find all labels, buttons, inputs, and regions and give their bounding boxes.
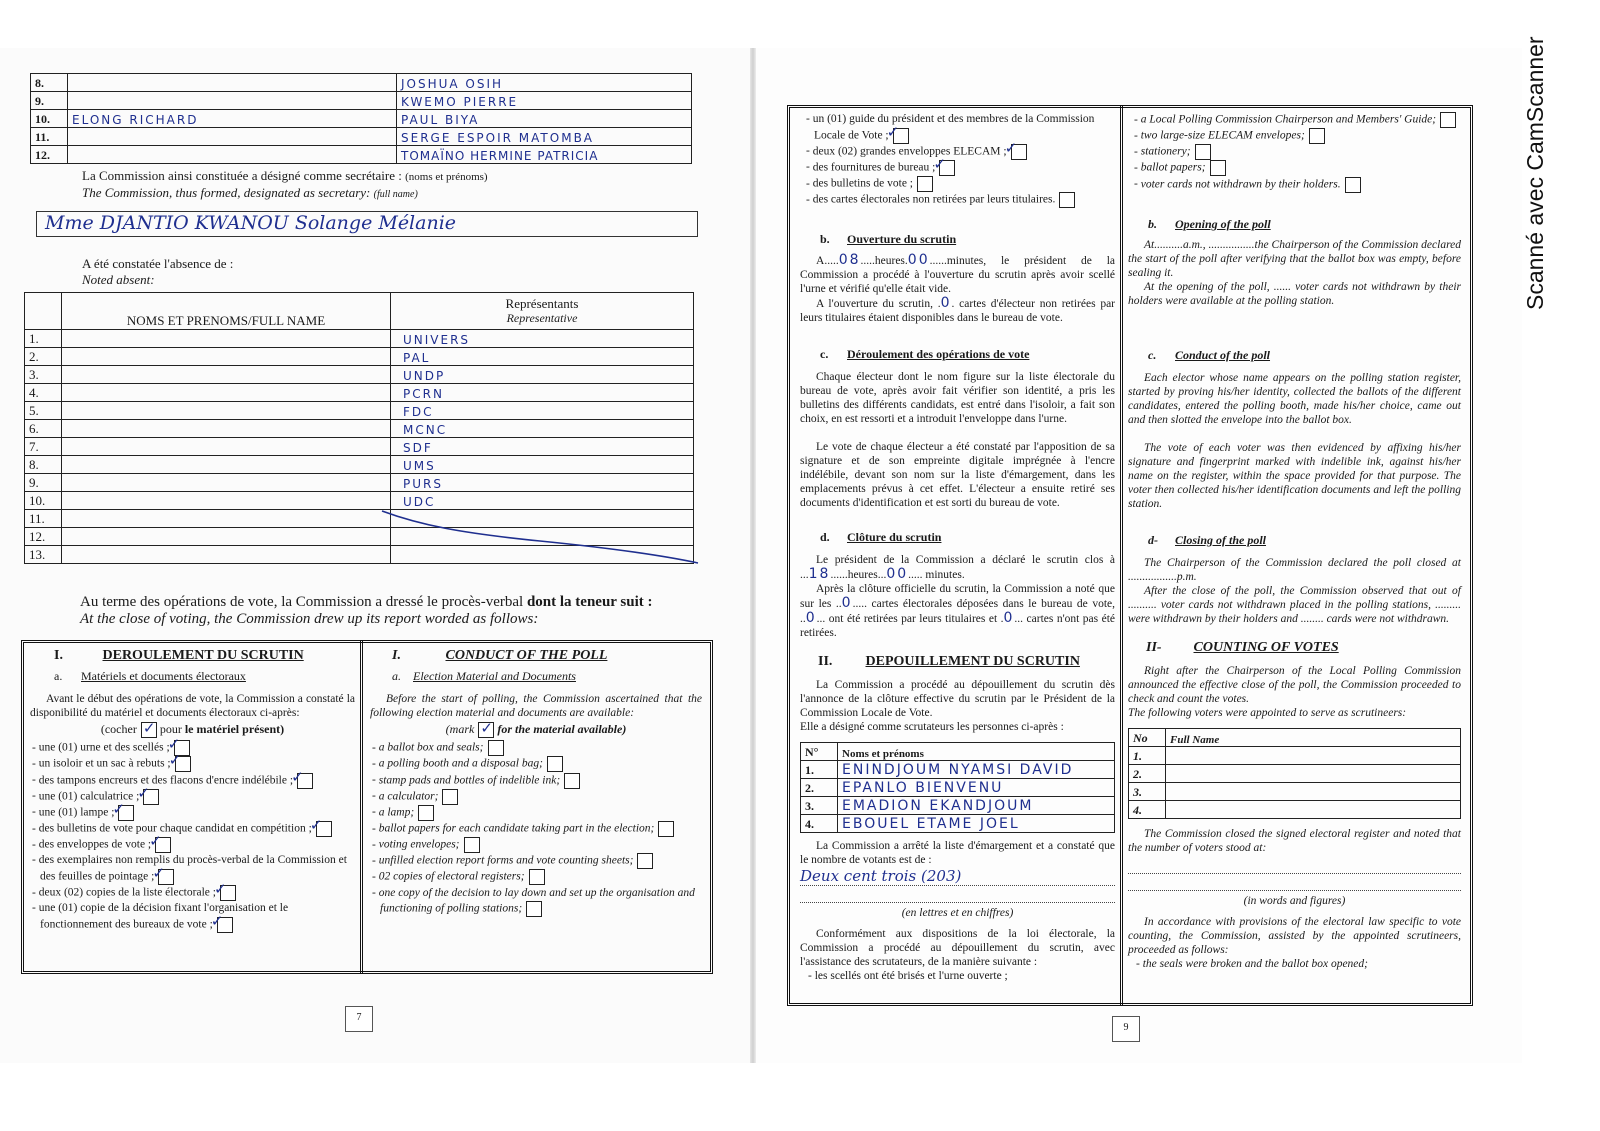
table-row: 8. JOSHUA OSIH [31, 74, 692, 92]
absent-name-cell[interactable] [62, 402, 391, 420]
check-instruction: (mark ✓ for the material available) [370, 722, 702, 738]
closing-hours[interactable]: 18 [808, 566, 831, 583]
table-row: 9. KWEMO PIERRE [31, 92, 692, 110]
material-item: - two large-size ELECAM envelopes; [1132, 128, 1461, 144]
fr-opening-section: b. Ouverture du scrutin A.....08.....heures.00......minutes, le président de la Commission a procédé à l'ouverture du scrutin après avoir scellé l'urne et vérifié qu'elle était vide. A l'ouverture du scrutin, .0. cartes d'électeur non retirées par leurs titulaires étaient disponibles dans le bureau de vote. [800, 232, 1116, 325]
absent-name-cell[interactable] [62, 456, 391, 474]
check-instruction: (cocher ✓ pour le matériel présent) [30, 722, 355, 738]
absent-label-fr: A été constatée l'absence de : [82, 256, 234, 271]
section-title: CONDUCT OF THE POLL [445, 648, 608, 663]
material-item: - deux (02) grandes enveloppes ELECAM ;✓ [804, 144, 1115, 160]
scrutineer-name-cell[interactable] [1166, 782, 1461, 800]
header-representative: Représentants Representative [391, 293, 694, 330]
table-row: 12. TOMAÏNO HERMINE PATRICIA [31, 146, 692, 164]
absent-representative-cell[interactable]: UDC [391, 492, 694, 510]
cards-deposited[interactable]: 0 [841, 595, 853, 612]
table-row: 2. EPANLO BIENVENU [801, 779, 1115, 797]
commission-members-table [30, 73, 692, 164]
checkbox-example [478, 722, 494, 738]
fr-scrutineers-table: N° Noms et prénoms 1. ENINDJOUM NYAMSI DAVID 2. EPANLO BIENVENU 3. EMADION EKANDJOUM 4. EBOUEL ETAME JOEL [800, 742, 1115, 833]
material-checkbox[interactable] [658, 821, 674, 837]
table-row: 4. [1129, 800, 1461, 818]
table-row: 1. UNIVERS [25, 330, 694, 348]
material-item: - a Local Polling Commission Chairperson and Members' Guide; [1132, 112, 1461, 128]
scrutineer-name-cell[interactable]: EMADION EKANDJOUM [838, 797, 1115, 815]
cancellation-stroke [380, 505, 700, 565]
absent-name-cell[interactable] [62, 492, 391, 510]
material-item: - ballot papers for each candidate taking part in the election; [370, 821, 702, 837]
material-item: - des enveloppes de vote ;✓ [30, 837, 355, 853]
absent-representative-cell[interactable]: UNDP [391, 366, 694, 384]
material-item: - stamp pads and bottles of indelible ink; [370, 773, 702, 789]
absent-representative-cell[interactable]: UMS [391, 456, 694, 474]
closing-minutes[interactable]: 00 [886, 566, 909, 583]
header-full-name: NOMS ET PRENOMS/FULL NAME [62, 293, 391, 330]
absent-name-cell[interactable] [62, 438, 391, 456]
secretary-label-en: The Commission, thus formed, designated as secretary: (full name) [82, 185, 418, 200]
absent-representative-cell[interactable]: FDC [391, 402, 694, 420]
table-row: 7. SDF [25, 438, 694, 456]
absent-representative-cell[interactable]: MCNC [391, 420, 694, 438]
opening-minutes[interactable]: 00 [907, 252, 930, 269]
material-checkbox[interactable] [158, 869, 174, 885]
material-checkbox[interactable] [1345, 177, 1361, 193]
material-item: - des fournitures de bureau ;✓ [804, 160, 1115, 176]
table-row: 5. FDC [25, 402, 694, 420]
scrutineer-name-cell[interactable] [1166, 800, 1461, 818]
material-checkbox[interactable] [418, 805, 434, 821]
table-row: 1. [1129, 746, 1461, 764]
material-item: - a polling booth and a disposal bag; [370, 756, 702, 772]
material-checkbox[interactable] [917, 176, 933, 192]
en-column [1128, 112, 1461, 972]
material-checkbox[interactable] [547, 756, 563, 772]
table-row: 13. [25, 546, 694, 564]
table-row: 4. PCRN [25, 384, 694, 402]
table-row: 12. [25, 528, 694, 546]
fr-conduct-section: c. Déroulement des opérations de vote Chaque électeur dont le nom figure sur la liste électorale du bureau de vote, après avoir fait vérifier son identité, a pris les bulletins des différents candidats, est entré dans l'isoloir, a fait son choix, en est ressorti et a introduit l'enveloppe dans l'urne. Le vote de chaque électeur a été constaté par l'apposition de sa signature et de son empreinte digitale imprégnée à l'encre indélébile, devant son nom sur la liste d'émargement, dans les emplacements prévus à cet effet. L'électeur a ensuite retiré ses documents d'identification et est sorti du bureau de vote. [800, 347, 1115, 510]
en-material-list-continued [1132, 112, 1461, 193]
material-item: - des exemplaires non remplis du procès-verbal de la Commission et des feuilles de pointage ;✓ [30, 853, 355, 885]
voters-count-field-en[interactable] [1128, 859, 1461, 874]
list-item: - les scellés ont été brisés et l'urne ouverte ; [806, 969, 1115, 985]
material-item: - des bulletins de vote pour chaque candidat en compétition ;✓ [30, 821, 355, 837]
table-row: 10. UDC [25, 492, 694, 510]
fr-column [800, 112, 1115, 985]
material-checkbox[interactable] [939, 160, 955, 176]
material-item: - deux (02) copies de la liste électorale ;✓ [30, 885, 355, 901]
scrutineer-name-cell[interactable] [1166, 764, 1461, 782]
camscanner-watermark: Scanné avec CamScanner [1522, 36, 1548, 310]
table-row: 6. MCNC [25, 420, 694, 438]
absent-representative-cell[interactable]: SDF [391, 438, 694, 456]
material-checkbox[interactable] [118, 805, 134, 821]
material-item: - des cartes électorales non retirées par leurs titulaires. [804, 192, 1115, 208]
checkbox-example [141, 722, 157, 738]
absent-name-cell[interactable] [62, 384, 391, 402]
page-number-left: 7 [345, 1006, 373, 1032]
cards-not-withdrawn[interactable]: 0 [1003, 610, 1015, 627]
material-item: - 02 copies of electoral registers; [370, 869, 702, 885]
en-section-conduct: I. CONDUCT OF THE POLL a. Election Material and Documents Before the start of polling, the Commission ascertained that the following election material and documents are available: (mark ✓ for the material available) - a ballot box and seals; - a polling booth and a disposal bag; - stamp pads and bottles of indelible ink; - a calculator; - a lamp; - ballot papers for each candidate taking part in the election; - voting envelopes; - unfilled election report forms and vote counting sheets; - 02 copies of electoral registers; - one copy of the decision to lay down and set up the organisation and functioning of polling stations; [370, 648, 702, 917]
report-intro-fr: Au terme des opérations de vote, la Commission a dressé le procès-verbal dont la teneur suit : [80, 594, 653, 610]
en-closing-section: d- Closing of the poll The Chairperson of the Commission declared the poll closed at .................p.m. After the close of the poll, the Commission observed that out of .......... voter cards not withdrawn placed in the polling stations, ......... were withdrawn by their holders and ........ cards were not withdrawn. [1128, 532, 1461, 625]
table-row: 2. [1129, 764, 1461, 782]
scrutineer-name-cell[interactable] [1166, 746, 1461, 764]
table-row: 3. UNDP [25, 366, 694, 384]
cards-withdrawn[interactable]: 0 [805, 610, 817, 627]
material-checkbox[interactable] [1309, 128, 1325, 144]
table-row: 9. PURS [25, 474, 694, 492]
material-checkbox[interactable] [529, 869, 545, 885]
material-item: - un (01) guide du président et des membres de la Commission Locale de Vote ;✓ [804, 112, 1115, 144]
list-item: - the seals were broken and the ballot box opened; [1134, 957, 1461, 973]
material-item: - une (01) urne et des scellés ;✓ [30, 740, 355, 756]
material-checkbox[interactable] [1195, 144, 1211, 160]
en-scrutineers-table: No Full Name 1. 2. 3. 4. [1128, 728, 1461, 819]
absent-name-cell[interactable] [62, 510, 391, 528]
table-row: 8. UMS [25, 456, 694, 474]
fr-material-list-continued [804, 112, 1115, 208]
report-intro-en: At the close of voting, the Commission drew up its report worded as follows: [80, 611, 539, 627]
material-checkbox[interactable] [1210, 160, 1226, 176]
material-checkbox[interactable] [1011, 144, 1027, 160]
material-item: - une (01) copie de la décision fixant l'organisation et le fonctionnement des bureaux de vote ;✓ [30, 901, 355, 933]
material-checkbox[interactable] [893, 128, 909, 144]
secretary-name-field[interactable]: Mme DJANTIO KWANOU Solange Mélanie [36, 211, 698, 237]
table-row: 1. ENINDJOUM NYAMSI DAVID [801, 761, 1115, 779]
material-item: - des bulletins de vote ; [804, 176, 1115, 192]
material-item: - stationery; [1132, 144, 1461, 160]
absent-representative-cell[interactable]: PAL [391, 348, 694, 366]
material-checkbox[interactable] [526, 901, 542, 917]
material-item: - unfilled election report forms and vote counting sheets; [370, 853, 702, 869]
table-row: 3. [1129, 782, 1461, 800]
secretary-label-fr: La Commission ainsi constituée a désigné comme secrétaire : (noms et prénoms) [82, 168, 488, 183]
opening-hours[interactable]: 08 [838, 252, 861, 269]
absent-name-cell[interactable] [62, 420, 391, 438]
absent-representative-cell[interactable]: PURS [391, 474, 694, 492]
material-checkbox[interactable] [175, 756, 191, 772]
absent-name-cell[interactable] [62, 348, 391, 366]
material-item: - une (01) lampe ;✓ [30, 805, 355, 821]
material-item: - ballot papers; [1132, 160, 1461, 176]
material-checkbox[interactable] [442, 789, 458, 805]
material-item: - a lamp; [370, 805, 702, 821]
table-row: 11. [25, 510, 694, 528]
material-checkbox[interactable] [1440, 112, 1456, 128]
material-checkbox[interactable] [297, 773, 313, 789]
material-item: - a ballot box and seals; [370, 740, 702, 756]
en-material-list [370, 740, 702, 917]
material-checkbox[interactable] [143, 789, 159, 805]
material-item: - une (01) calculatrice ;✓ [30, 789, 355, 805]
table-row: 4. EBOUEL ETAME JOEL [801, 815, 1115, 833]
absent-representative-cell[interactable]: PCRN [391, 384, 694, 402]
voters-count-field[interactable]: Deux cent trois (203) [800, 867, 1115, 886]
fr-material-list [30, 740, 355, 932]
fr-counting-section: II. DEPOUILLEMENT DU SCRUTIN La Commission a procédé au dépouillement du scrutin dès l'annonce de la clôture effective du scrutin par le Président de la Commission Locale de Vote. Elle a désigné comme scrutateurs les personnes ci-après : N° Noms et prénoms 1. ENINDJOUM NYAMSI DAVID 2. EPANLO BIENVENU 3. EMADION EKANDJOUM 4. EBOUEL ETAME JOEL La Commission a arrêté la liste d'émargement et a constaté que le nombre de votants est de : Deux cent trois (203) (en lettres et en chiffres) Conformément aux dispositions de la loi électorale, la Commission a procédé au dépouillement du scrutin, avec l'assistance des scrutateurs, de la manière suivante : - les scellés ont été brisés et l'urne ouverte ; [800, 654, 1115, 985]
material-checkbox[interactable] [637, 853, 653, 869]
material-checkbox[interactable] [316, 821, 332, 837]
opening-cards-count[interactable]: 0 [940, 295, 952, 312]
material-item: - voting envelopes; [370, 837, 702, 853]
absent-name-cell[interactable] [62, 546, 391, 564]
material-checkbox[interactable] [564, 773, 580, 789]
absent-name-cell[interactable] [62, 366, 391, 384]
scrutineer-name-cell[interactable]: EPANLO BIENVENU [838, 779, 1115, 797]
material-checkbox[interactable] [217, 917, 233, 933]
scrutineer-name-cell[interactable]: ENINDJOUM NYAMSI DAVID [838, 761, 1115, 779]
en-counting-section: II- COUNTING OF VOTES Right after the Chairperson of the Local Polling Commission announced the effective close of the poll, the Commission proceeded to check and count the votes. The following voters were appointed to serve as scrutineers: No Full Name 1. 2. 3. 4. The Commission closed the signed electoral register and noted that the number of voters stood at: (in words and figures) In accordance with provisions of the electoral law specific to vote counting, the Commission, assisted by the appointed scrutineers, proceeded as follows: - the seals were broken and the ballot box opened; [1128, 640, 1461, 973]
table-row: 11. SERGE ESPOIR MATOMBA [31, 128, 692, 146]
section-title: DEROULEMENT DU SCRUTIN [102, 648, 304, 663]
en-conduct-section: c. Conduct of the poll Each elector whose name appears on the polling station register, started by proving his/her identity, collected the ballots of the different candidates, entered the polling booth, made his/her choice, came out and then slotted the envelope into the ballot box. The vote of each voter was then evidenced by affixing his/her signature and fingerprint marked with indelible ink, against his/her name on the register, within the space provided for that purpose. The voter then collected his/her identification documents and left the polling station. [1128, 347, 1461, 510]
material-checkbox[interactable] [488, 740, 504, 756]
page-number-right: 9 [1112, 1016, 1140, 1042]
material-item: - one copy of the decision to lay down and set up the organisation and functioning of polling stations; [370, 886, 702, 918]
material-item: - a calculator; [370, 789, 702, 805]
material-checkbox[interactable] [1059, 192, 1075, 208]
material-checkbox[interactable] [155, 837, 171, 853]
absent-name-cell[interactable] [62, 474, 391, 492]
material-item: - des tampons encreurs et des flacons d'encre indélébile ;✓ [30, 773, 355, 789]
table-row: 3. EMADION EKANDJOUM [801, 797, 1115, 815]
absent-name-cell[interactable] [62, 528, 391, 546]
fr-closing-section: d. Clôture du scrutin Le président de la Commission a déclaré le scrutin clos à ...18......heures...00..... minutes. Après la clôture officielle du scrutin, la Commission a noté que sur les ..0..... cartes électorales déposées dans le bureau de vote, ..0... ont été retirées par leurs titulaires et .0... cartes n'ont pas été retirées. [800, 530, 1116, 640]
table-row: 2. PAL [25, 348, 694, 366]
en-opening-section: b. Opening of the poll At..........a.m., ................the Chairperson of the Commission declared the start of the poll after verifying that the ballot box was empty, before sealing it. At the opening of the poll, ...... voter cards not withdrawn by their holders were available at the polling station. [1128, 216, 1461, 307]
absent-representative-cell[interactable]: UNIVERS [391, 330, 694, 348]
material-item: - un isoloir et un sac à rebuts ;✓ [30, 756, 355, 772]
table-header-row [25, 293, 694, 330]
absent-label-en: Noted absent: [82, 272, 155, 287]
material-checkbox[interactable] [220, 885, 236, 901]
table-row: 10. ELONG RICHARD PAUL BIYA [31, 110, 692, 128]
scrutineer-name-cell[interactable]: EBOUEL ETAME JOEL [838, 815, 1115, 833]
fr-section-conduct: I. DEROULEMENT DU SCRUTIN a. Matériels et documents électoraux Avant le début des opérations de vote, la Commission a constaté la disponibilité du matériel et documents électoraux ci-après: (cocher ✓ pour le matériel présent) - une (01) urne et des scellés ;✓ - un isoloir et un sac à rebuts ;✓ - des tampons encreurs et des flacons d'encre indélébile ;✓ - une (01) calculatrice ;✓ - une (01) lampe ;✓ - des bulletins de vote pour chaque candidat en compétition ;✓ - des enveloppes de vote ;✓ - des exemplaires non remplis du procès-verbal de la Commission et des feuilles de pointage ;✓ - deux (02) copies de la liste électorale ;✓ - une (01) copie de la décision fixant l'organisation et le fonctionnement des bureaux de vote ;✓ [30, 648, 355, 933]
material-item: - voter cards not withdrawn by their holders. [1132, 177, 1461, 193]
material-checkbox[interactable] [464, 837, 480, 853]
absent-name-cell[interactable] [62, 330, 391, 348]
